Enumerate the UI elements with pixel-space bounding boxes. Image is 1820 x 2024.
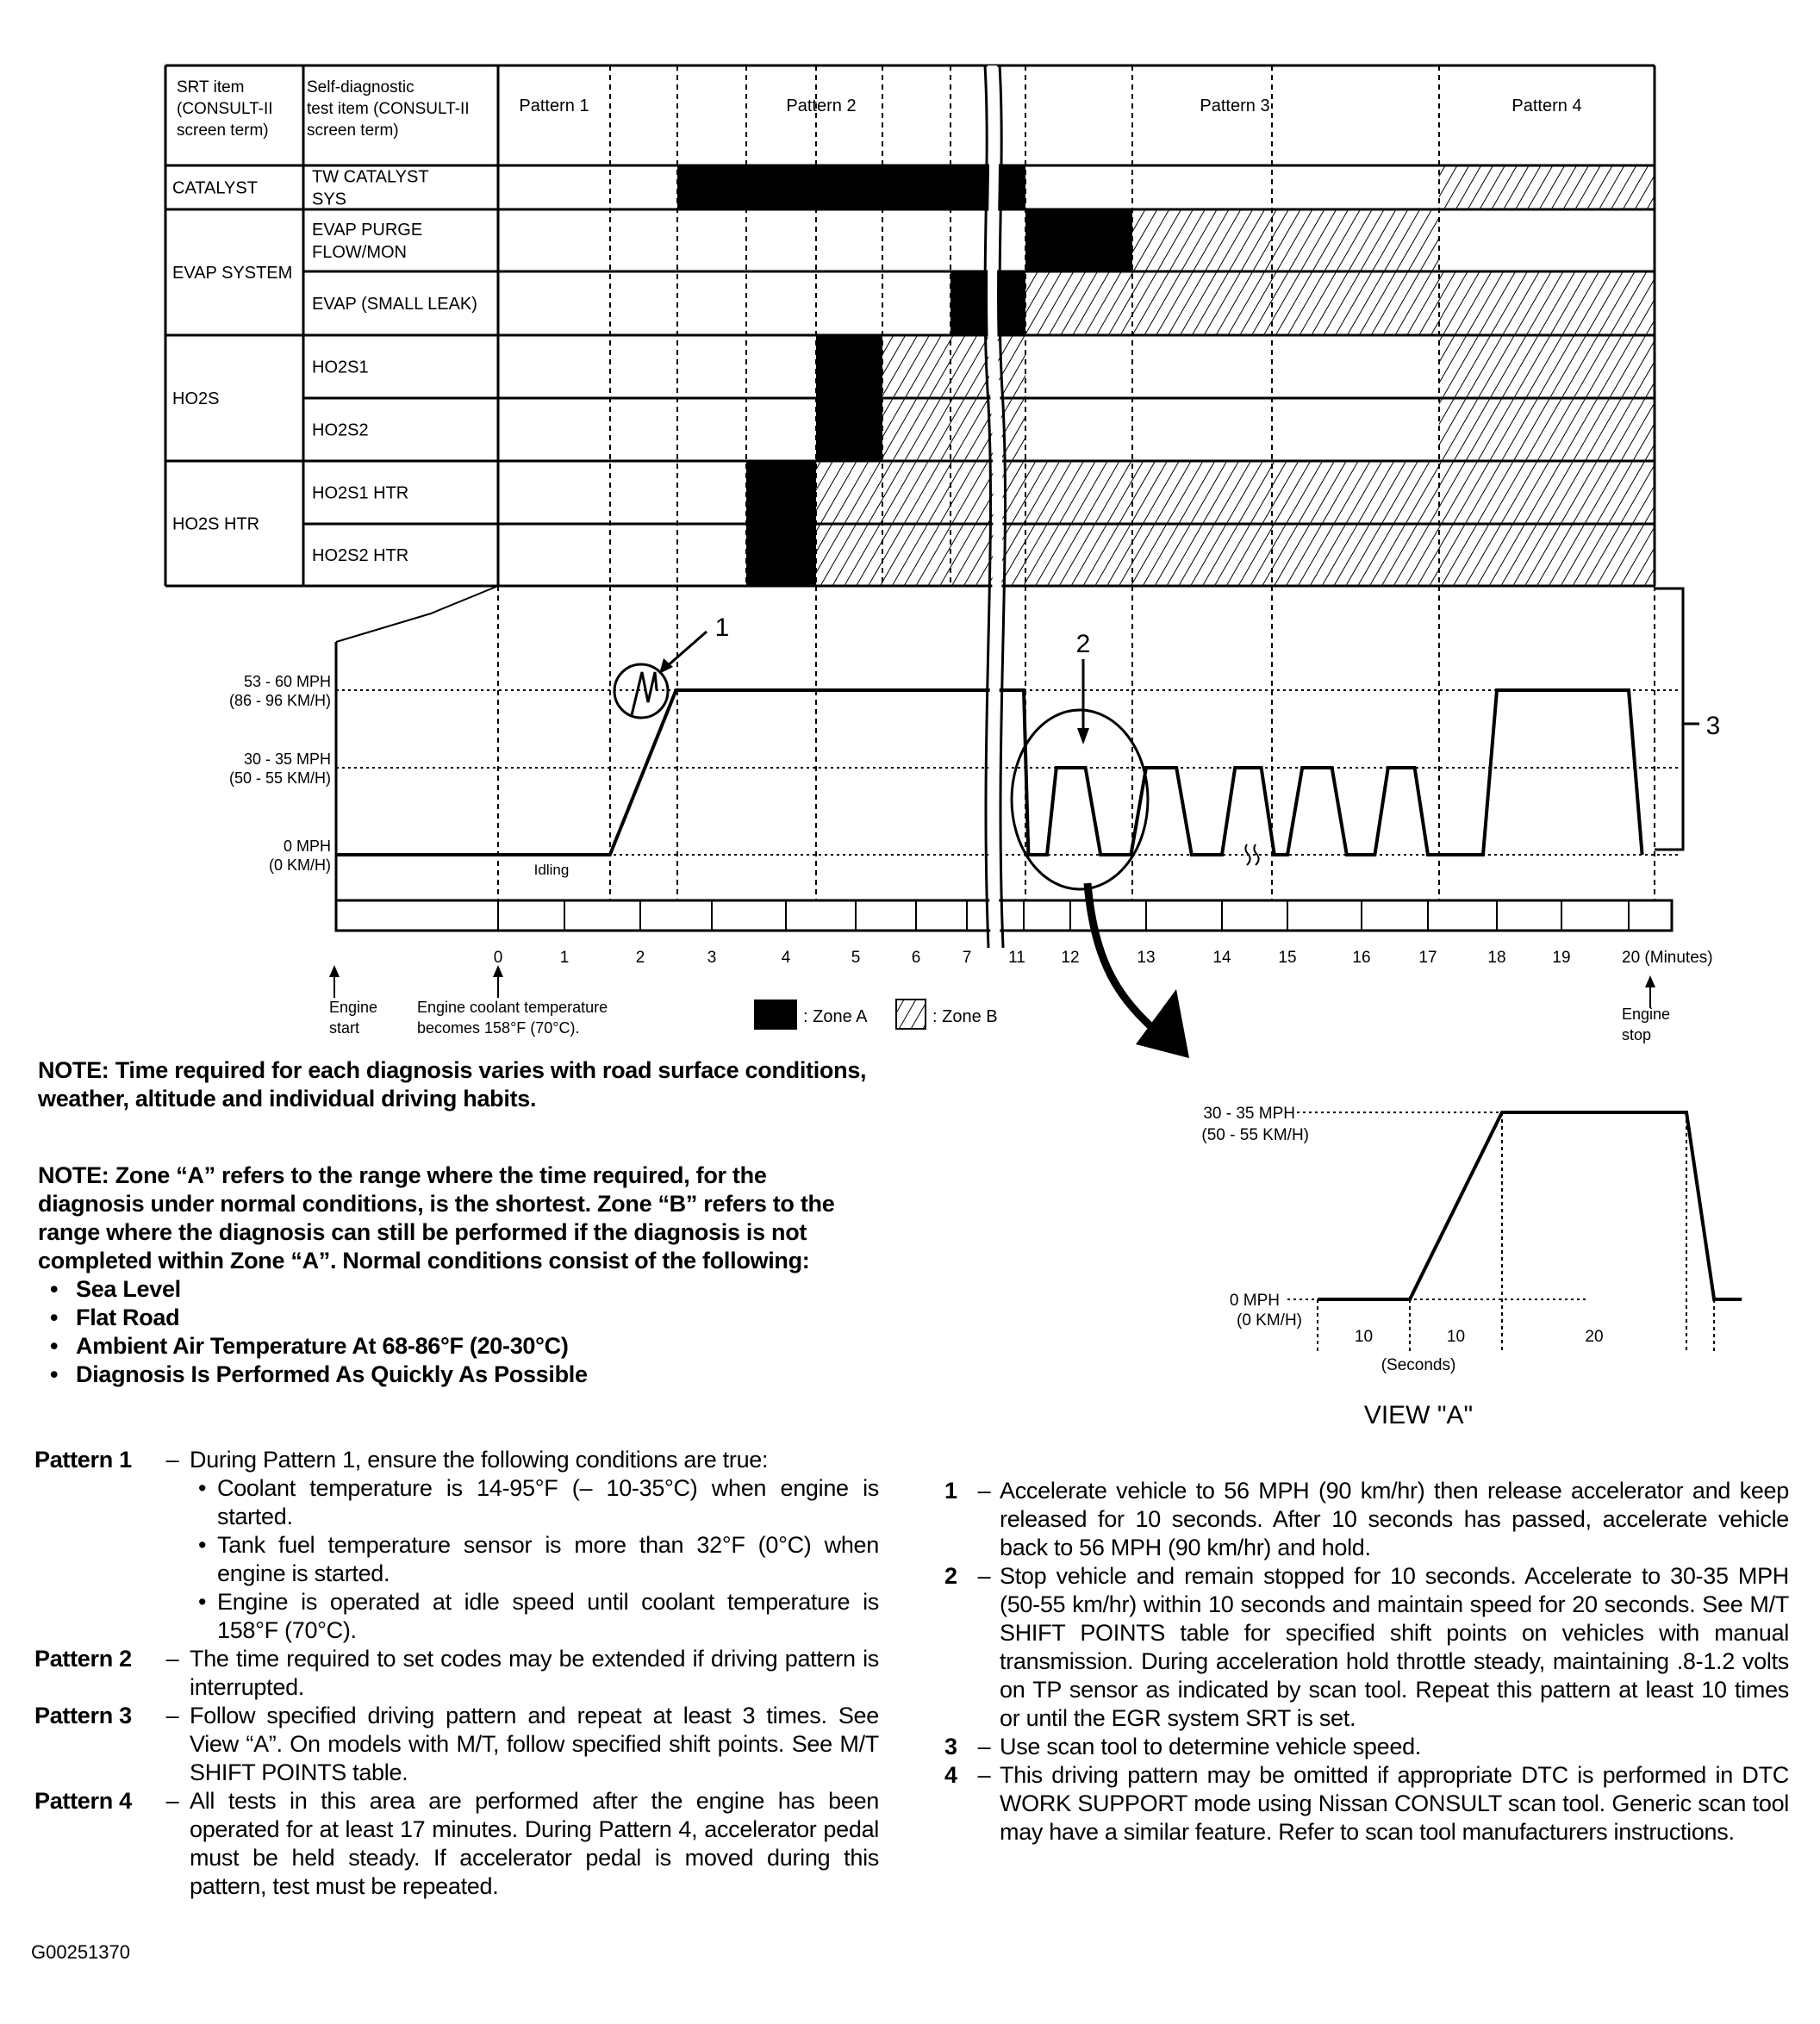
callout-number: 1 <box>944 1478 957 1504</box>
view-a-title: VIEW "A" <box>1363 1401 1474 1429</box>
header-pattern: Pattern 2 <box>786 97 857 115</box>
time-tick-label: 19 <box>1552 949 1571 967</box>
view-a-level-label: 0 MPH <box>1229 1292 1280 1310</box>
pattern-text: The time required to set codes may be extended if driving pattern is interrupted. <box>190 1646 879 1700</box>
zone-a-cell <box>816 398 882 461</box>
coolant-temp-arrowhead <box>493 965 503 977</box>
header-test-item: screen term) <box>307 121 399 140</box>
dash: – <box>165 1703 179 1728</box>
dash: – <box>165 1447 179 1473</box>
pattern-condition: • Engine is operated at idle speed until coolant temperature is 158°F (70°C). <box>198 1588 879 1645</box>
callout-2-ellipse <box>1012 710 1148 889</box>
condition-item: • Diagnosis Is Performed As Quickly As Possible <box>47 1361 878 1389</box>
callout-item <box>944 1477 1789 1562</box>
dash: – <box>977 1734 991 1759</box>
speed-level-label: 0 MPH <box>283 838 331 855</box>
header-pattern: Pattern 1 <box>519 97 589 115</box>
zone-b-cell <box>1439 165 1655 209</box>
view-a-speed-trace <box>1318 1112 1742 1299</box>
callout-text: Stop vehicle and remain stopped for 10 seconds. Accelerate to 30-35 MPH (50-55 km/hr) within 10 seconds and maintain speed for 20 seconds. See M/T SHIFT POINTS table for specified shift points on vehicles with manual transmission. During acceleration hold throttle steady, maintaining .8-1.2 volts on TP sensor as indicated by scan tool. Repeat this pattern at least 10 times or until the EGR system SRT is set. <box>1000 1563 1789 1731</box>
view-a-seconds-label: 20 <box>1585 1328 1604 1346</box>
srt-group-label: EVAP SYSTEM <box>172 264 293 283</box>
header-pattern: Pattern 3 <box>1200 97 1270 115</box>
time-tick-label: 4 <box>781 949 791 967</box>
header-srt-item: SRT item <box>177 78 245 97</box>
callout-item <box>944 1562 1789 1733</box>
zone-b-cell <box>816 524 1655 586</box>
test-item-label: HO2S2 <box>312 420 369 440</box>
header-srt-item: (CONSULT-II <box>177 100 273 118</box>
time-skip-mark <box>1245 844 1258 865</box>
note-1-text: NOTE: Time required for each diagnosis varies with road surface conditions, weather, altitude and individual driving habits. <box>38 1057 867 1112</box>
engine-stop-label: Engine <box>1622 1006 1671 1023</box>
pattern-3-description <box>34 1702 879 1787</box>
engine-stop-label: stop <box>1622 1026 1652 1043</box>
pattern-1-description <box>34 1446 879 1645</box>
time-tick-label: 0 <box>493 949 503 967</box>
time-tick-label: 3 <box>707 949 717 967</box>
speed-level-label: 30 - 35 MPH <box>243 750 331 768</box>
test-item-label: HO2S1 <box>312 358 369 377</box>
zone-b-swatch <box>896 1000 926 1029</box>
header-pattern: Pattern 4 <box>1511 97 1582 115</box>
pattern-text: All tests in this area are performed after the engine has been operated for at least 17 minutes. During Pattern 4, accelerator pedal must be held steady. If accelerator pedal is moved during this pattern, test must be repeated. <box>190 1788 879 1899</box>
view-a-level-label: (50 - 55 KM/H) <box>1201 1126 1309 1144</box>
time-tick-label: 1 <box>559 949 570 967</box>
zone-a-label: : Zone A <box>803 1007 868 1026</box>
test-item-label: FLOW/MON <box>312 243 407 262</box>
header-srt-item: screen term) <box>177 121 269 140</box>
speed-pattern-chart <box>229 586 1720 1058</box>
callout-2-number: 2 <box>1075 630 1091 658</box>
pattern-condition: • Coolant temperature is 14-95°F (– 10-35°C) when engine is started. <box>198 1474 879 1531</box>
time-tick-label: 14 <box>1212 949 1231 967</box>
view-a-chart <box>1201 1105 1742 1429</box>
callout-3-number: 3 <box>1705 712 1721 740</box>
srt-zone-table <box>165 65 1655 586</box>
view-a-level-label: (0 KM/H) <box>1237 1311 1302 1330</box>
header-test-item: test item (CONSULT-II <box>307 100 470 118</box>
engine-start-label: start <box>329 1019 360 1037</box>
time-tick-label: 5 <box>851 949 861 967</box>
zone-b-cell <box>1439 398 1655 461</box>
condition-item: • Flat Road <box>47 1304 878 1332</box>
zone-a-swatch <box>754 1000 797 1030</box>
zone-b-cell <box>816 461 1655 524</box>
view-a-seconds-label: 10 <box>1354 1328 1374 1346</box>
callout-text: This driving pattern may be omitted if appropriate DTC is performed in DTC WORK SUPPORT mode using Nissan CONSULT scan tool. Generic scan tool may have a similar feature. Refer to scan tool manufacturers instructions. <box>1000 1762 1789 1845</box>
zone-b-label: : Zone B <box>932 1007 998 1026</box>
time-tick-label: 2 <box>635 949 645 967</box>
callout-text: Use scan tool to determine vehicle speed. <box>1000 1734 1421 1759</box>
dash: – <box>977 1563 991 1589</box>
time-tick-label: 6 <box>911 949 921 967</box>
callout-descriptions <box>944 1477 1789 1847</box>
callout-1-arrowhead <box>659 658 673 674</box>
pattern1-expander-line <box>336 586 498 642</box>
speed-level-label: (50 - 55 KM/H) <box>228 769 331 787</box>
callout-number: 4 <box>944 1762 957 1788</box>
callout-text: Accelerate vehicle to 56 MPH (90 km/hr) then release accelerator and keep released for 10 seconds. After 10 seconds has passed, accelerate vehicle back to 56 MPH (90 km/hr) and hold. <box>1000 1478 1789 1560</box>
zone-b-cell <box>882 335 1025 398</box>
callout-number: 2 <box>944 1563 957 1589</box>
callout-2-arrowhead <box>1077 728 1089 744</box>
callout-number: 3 <box>944 1734 957 1759</box>
coolant-temp-label: Engine coolant temperature <box>417 999 608 1016</box>
test-item-label: EVAP PURGE <box>312 221 423 240</box>
callout-1-arrow <box>665 632 707 668</box>
time-tick-label: 16 <box>1352 949 1371 967</box>
pattern-descriptions <box>34 1446 879 1901</box>
zone-b-cell <box>1439 335 1655 398</box>
zone-b-cell <box>1132 209 1439 271</box>
callout-1-number: 1 <box>714 613 730 642</box>
view-a-seconds-unit: (Seconds) <box>1381 1356 1456 1374</box>
pattern-text: Follow specified driving pattern and repeat at least 3 times. See View “A”. On models with M/T, follow specified shift points. See M/T SHIFT POINTS table. <box>190 1703 879 1785</box>
zone-a-cell <box>746 461 816 524</box>
speed-level-label: (86 - 96 KM/H) <box>228 692 331 709</box>
test-item-label: EVAP (SMALL LEAK) <box>312 295 477 314</box>
note-zones <box>38 1161 878 1389</box>
dash: – <box>165 1646 179 1672</box>
zone-a-cell <box>746 524 816 586</box>
pattern-label: Pattern 3 <box>34 1703 132 1728</box>
pattern-condition: • Tank fuel temperature sensor is more than 32°F (0°C) when engine is started. <box>198 1531 879 1588</box>
callout-3-bracket <box>1655 589 1683 850</box>
test-item-label: HO2S2 HTR <box>312 546 409 565</box>
decel-zigzag <box>632 672 657 715</box>
callout-item <box>944 1761 1789 1847</box>
callout-item <box>944 1733 1789 1761</box>
time-tick-label: 15 <box>1278 949 1297 967</box>
pattern-4-description <box>34 1787 879 1901</box>
time-tick-label: 13 <box>1137 949 1156 967</box>
view-a-level-label: 30 - 35 MPH <box>1203 1105 1295 1123</box>
time-tick-label: 12 <box>1061 949 1080 967</box>
note-2-text: NOTE: Zone “A” refers to the range where the time required, for the diagnosis under normal conditions, is the shortest. Zone “B” refers to the range where the diagnosis can still be performed if the diagnosis is not completed within Zone “A”. Normal conditions consist of the following: <box>38 1162 835 1274</box>
condition-item: • Ambient Air Temperature At 68-86°F (20-30°C) <box>47 1332 878 1361</box>
time-tick-label: 7 <box>962 949 972 967</box>
pattern-label: Pattern 1 <box>34 1447 132 1473</box>
time-axis-bar <box>336 900 1672 931</box>
zone-legend <box>754 1000 998 1030</box>
speed-level-label: (0 KM/H) <box>269 856 331 874</box>
header-test-item: Self-diagnostic <box>307 78 414 97</box>
time-tick-label: 20 (Minutes) <box>1622 949 1713 967</box>
normal-conditions-list <box>38 1275 878 1389</box>
zone-a-cell <box>677 165 1025 209</box>
zone-a-cell <box>816 335 882 398</box>
figure-id: G00251370 <box>31 1941 130 1963</box>
pattern-text: During Pattern 1, ensure the following conditions are true: <box>190 1447 769 1473</box>
srt-group-label: CATALYST <box>172 178 258 198</box>
pattern-1-conditions <box>190 1474 879 1645</box>
idling-label: Idling <box>533 862 570 878</box>
srt-group-label: HO2S HTR <box>172 514 260 534</box>
test-item-label: SYS <box>312 190 347 209</box>
dash: – <box>977 1478 991 1504</box>
time-tick-label: 18 <box>1487 949 1506 967</box>
test-item-label: TW CATALYST <box>312 167 429 187</box>
time-tick-label: 17 <box>1418 949 1437 967</box>
engine-stop-arrowhead <box>1645 975 1655 987</box>
pattern-2-description <box>34 1645 879 1702</box>
zone-a-cell <box>1025 209 1132 271</box>
pattern-label: Pattern 2 <box>34 1646 132 1672</box>
engine-start-arrowhead <box>329 965 340 977</box>
coolant-temp-label: becomes 158°F (70°C). <box>417 1019 580 1037</box>
time-tick-label: 11 <box>1008 949 1025 967</box>
zone-b-cell <box>1025 271 1655 335</box>
srt-group-label: HO2S <box>172 389 220 408</box>
dash: – <box>165 1788 179 1814</box>
view-a-seconds-label: 10 <box>1446 1328 1466 1346</box>
engine-start-label: Engine <box>329 999 378 1016</box>
pattern-label: Pattern 4 <box>34 1788 132 1814</box>
test-item-label: HO2S1 HTR <box>312 483 409 503</box>
speed-level-label: 53 - 60 MPH <box>243 673 331 690</box>
condition-item: • Sea Level <box>47 1275 878 1304</box>
note-time-required <box>38 1056 878 1113</box>
dash: – <box>977 1762 991 1788</box>
